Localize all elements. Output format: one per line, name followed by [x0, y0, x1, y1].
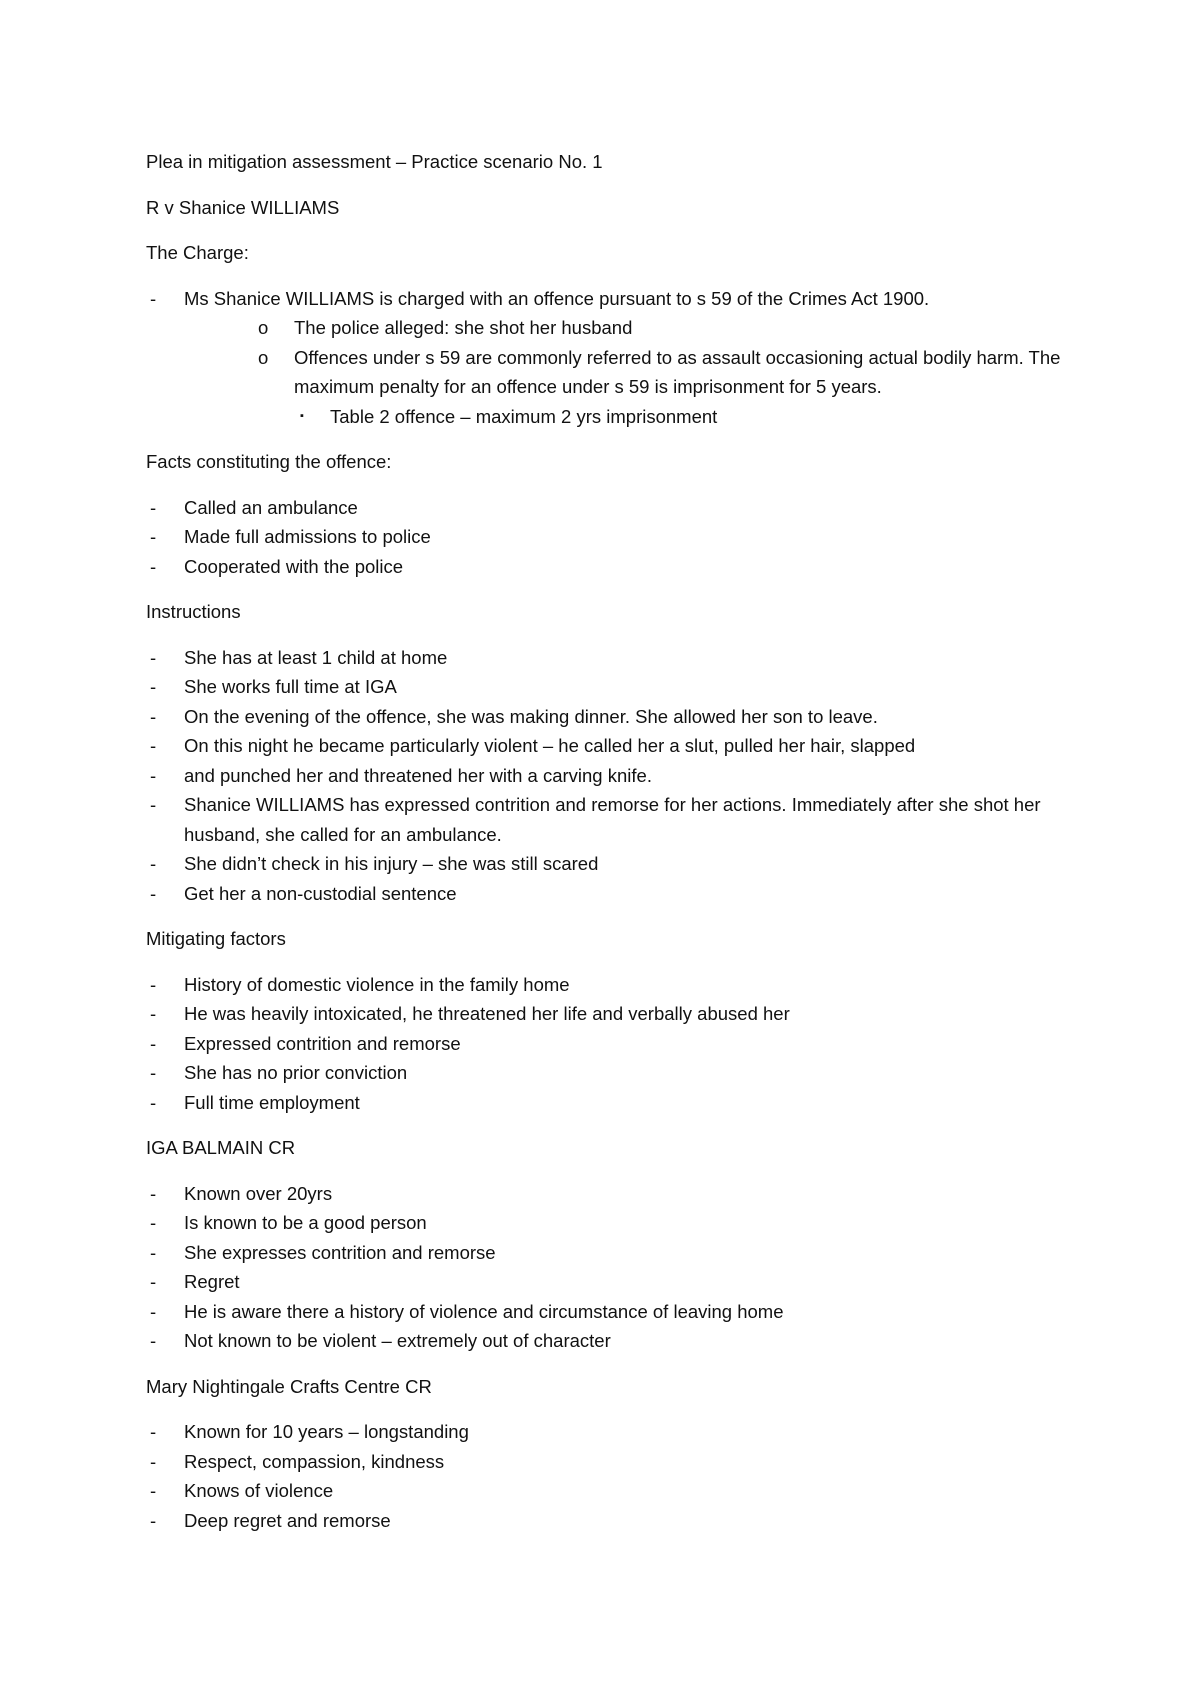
iga-list [146, 1179, 1076, 1356]
dash-bullet: - [150, 1241, 157, 1263]
document-title: Plea in mitigation assessment – Practice scenario No. 1 [146, 151, 603, 172]
list-item: - She expresses contrition and remorse [146, 1238, 1076, 1268]
charge-heading: The Charge: [146, 242, 249, 263]
dash-bullet: - [150, 735, 157, 756]
list-item: - Ms Shanice WILLIAMS is charged with an offence pursuant to s 59 of the Crimes Act 1900. [146, 284, 1076, 314]
dash-bullet: - [150, 764, 157, 786]
dash-bullet: - [150, 1330, 157, 1351]
list-item: - Expressed contrition and remorse [146, 1029, 1076, 1059]
dash-bullet: - [150, 794, 157, 815]
list-item: - She works full time at IGA [146, 672, 1076, 702]
instructions-heading: Instructions [146, 601, 241, 622]
dash-bullet: - [150, 1300, 157, 1322]
list-item: - On this night he became particularly violent – he called her a slut, pulled her hair, slapped [146, 731, 1076, 761]
list-item: - Respect, compassion, kindness [146, 1447, 1076, 1477]
list-item: - Regret [146, 1267, 1076, 1297]
list-item: - She didn’t check in his injury – she was still scared [146, 849, 1076, 879]
square-bullet: ▪ [300, 409, 304, 422]
circle-bullet: o [258, 317, 269, 338]
document-page [146, 147, 1076, 1551]
dash-bullet: - [150, 1032, 157, 1054]
dash-bullet: - [150, 555, 157, 577]
dash-bullet: - [150, 287, 157, 309]
dash-bullet: - [150, 1421, 157, 1442]
dash-bullet: - [150, 1271, 157, 1292]
dash-bullet: - [150, 1480, 157, 1501]
iga-heading: IGA BALMAIN CR [146, 1137, 296, 1158]
dash-bullet: - [150, 882, 157, 904]
instructions-list [146, 643, 1076, 909]
sub-sub-list-item: ▪ Table 2 offence – maximum 2 yrs imprisonment [146, 402, 1076, 432]
dash-bullet: - [150, 1212, 157, 1233]
list-item: - Made full admissions to police [146, 522, 1076, 552]
dash-bullet: - [150, 496, 157, 518]
facts-list [146, 493, 1076, 582]
dash-bullet: - [150, 1509, 157, 1531]
dash-bullet: - [150, 853, 157, 874]
list-item: - Deep regret and remorse [146, 1506, 1076, 1536]
facts-heading: Facts constituting the offence: [146, 451, 392, 472]
dash-bullet: - [150, 1450, 157, 1472]
case-name: R v Shanice WILLIAMS [146, 196, 340, 218]
charge-list [146, 284, 1076, 432]
list-item: - Get her a non-custodial sentence [146, 879, 1076, 909]
dash-bullet: - [150, 1003, 157, 1024]
list-item: - She has at least 1 child at home [146, 643, 1076, 673]
dash-bullet: - [150, 973, 157, 995]
sub-list-item: o Offences under s 59 are commonly referred to as assault occasioning actual bodily harm. The maximum penalty for an offence under s 59 is imprisonment for 5 years. [146, 343, 1076, 402]
mitigating-heading: Mitigating factors [146, 928, 286, 949]
circle-bullet: o [258, 346, 269, 368]
list-item: - On the evening of the offence, she was making dinner. She allowed her son to leave. [146, 702, 1076, 732]
mary-heading: Mary Nightingale Crafts Centre CR [146, 1375, 432, 1397]
list-item: - Full time employment [146, 1088, 1076, 1118]
list-item: - He was heavily intoxicated, he threatened her life and verbally abused her [146, 999, 1076, 1029]
sub-list-item: o The police alleged: she shot her husband [146, 313, 1076, 343]
dash-bullet: - [150, 1091, 157, 1113]
list-item: - He is aware there a history of violence and circumstance of leaving home [146, 1297, 1076, 1327]
dash-bullet: - [150, 1182, 157, 1204]
dash-bullet: - [150, 646, 157, 668]
mary-list [146, 1417, 1076, 1535]
list-item: - History of domestic violence in the family home [146, 970, 1076, 1000]
dash-bullet: - [150, 676, 157, 697]
list-item: - Called an ambulance [146, 493, 1076, 523]
mitigating-list [146, 970, 1076, 1118]
dash-bullet: - [150, 526, 157, 547]
list-item: - Knows of violence [146, 1476, 1076, 1506]
list-item: - Known over 20yrs [146, 1179, 1076, 1209]
dash-bullet: - [150, 705, 157, 727]
list-item: - She has no prior conviction [146, 1058, 1076, 1088]
list-item: - Shanice WILLIAMS has expressed contrition and remorse for her actions. Immediately after she shot her husband, she called for an ambulance. [146, 790, 1076, 849]
list-item: - Cooperated with the police [146, 552, 1076, 582]
list-item: - Not known to be violent – extremely out of character [146, 1326, 1076, 1356]
dash-bullet: - [150, 1062, 157, 1083]
list-item: - and punched her and threatened her with a carving knife. [146, 761, 1076, 791]
list-item: - Is known to be a good person [146, 1208, 1076, 1238]
list-item: - Known for 10 years – longstanding [146, 1417, 1076, 1447]
